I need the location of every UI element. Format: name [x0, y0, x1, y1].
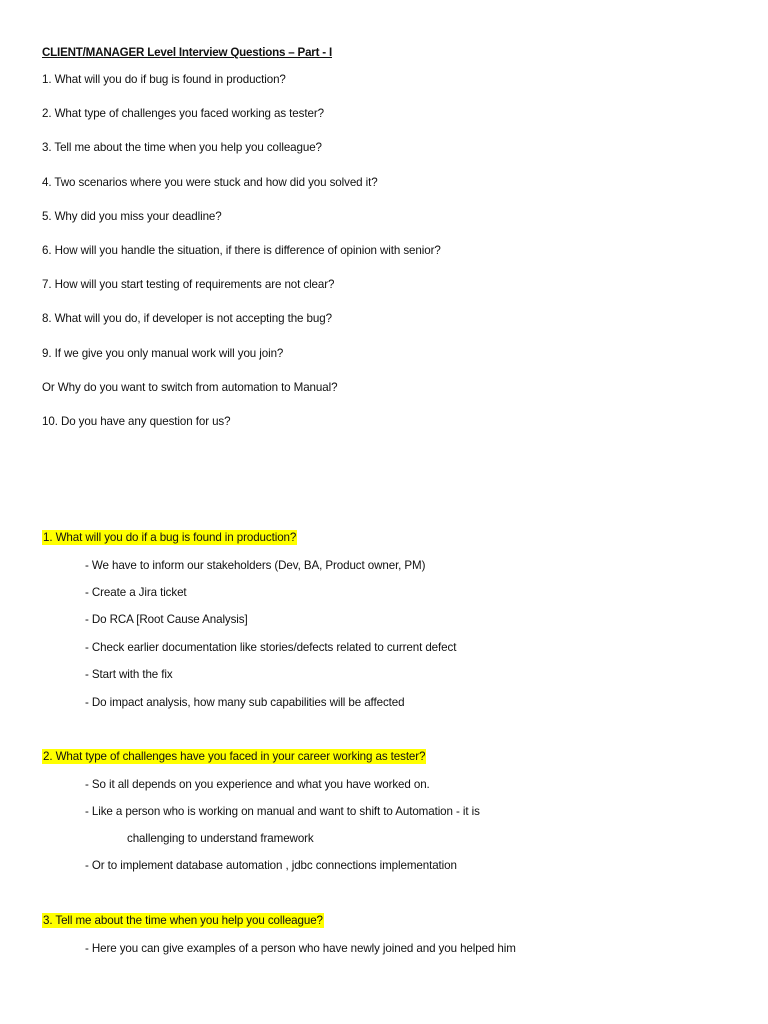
document-title: CLIENT/MANAGER Level Interview Questions – Part - I: [42, 46, 333, 59]
question-item: 2. What type of challenges you faced working as tester?: [42, 107, 324, 120]
answer-point: - Like a person who is working on manual and want to shift to Automation - it is: [85, 805, 480, 818]
answer-heading-3: [42, 913, 324, 928]
answer-point: - Or to implement database automation , jdbc connections implementation: [85, 859, 457, 872]
answer-heading-1: [42, 530, 297, 545]
answer-point: - Here you can give examples of a person who have newly joined and you helped him: [85, 942, 516, 955]
answer-point: - So it all depends on you experience and what you have worked on.: [85, 778, 430, 791]
answer-point-continuation: challenging to understand framework: [127, 832, 314, 845]
answer-heading-2: [42, 749, 426, 764]
question-item: 7. How will you start testing of requirements are not clear?: [42, 278, 335, 291]
highlighted-heading-text: 3. Tell me about the time when you help you colleague?: [43, 914, 323, 927]
answer-point: - Check earlier documentation like stories/defects related to current defect: [85, 641, 457, 654]
question-item: 3. Tell me about the time when you help you colleague?: [42, 141, 322, 154]
answer-point: - We have to inform our stakeholders (Dev, BA, Product owner, PM): [85, 559, 426, 572]
question-item: 10. Do you have any question for us?: [42, 415, 231, 428]
answer-point: - Create a Jira ticket: [85, 586, 187, 599]
highlighted-heading-text: 1. What will you do if a bug is found in production?: [43, 531, 297, 544]
answer-point: - Start with the fix: [85, 668, 173, 681]
answer-point: - Do RCA [Root Cause Analysis]: [85, 613, 248, 626]
question-item: 4. Two scenarios where you were stuck and how did you solved it?: [42, 176, 378, 189]
question-item: 9. If we give you only manual work will you join?: [42, 347, 284, 360]
question-item: 6. How will you handle the situation, if there is difference of opinion with senior?: [42, 244, 441, 257]
highlighted-heading-text: 2. What type of challenges have you faced in your career working as tester?: [43, 750, 426, 763]
question-item: 5. Why did you miss your deadline?: [42, 210, 222, 223]
question-item: 1. What will you do if bug is found in production?: [42, 73, 286, 86]
question-item: 8. What will you do, if developer is not accepting the bug?: [42, 312, 332, 325]
question-item-alternate: Or Why do you want to switch from automation to Manual?: [42, 381, 338, 394]
answer-point: - Do impact analysis, how many sub capabilities will be affected: [85, 696, 405, 709]
